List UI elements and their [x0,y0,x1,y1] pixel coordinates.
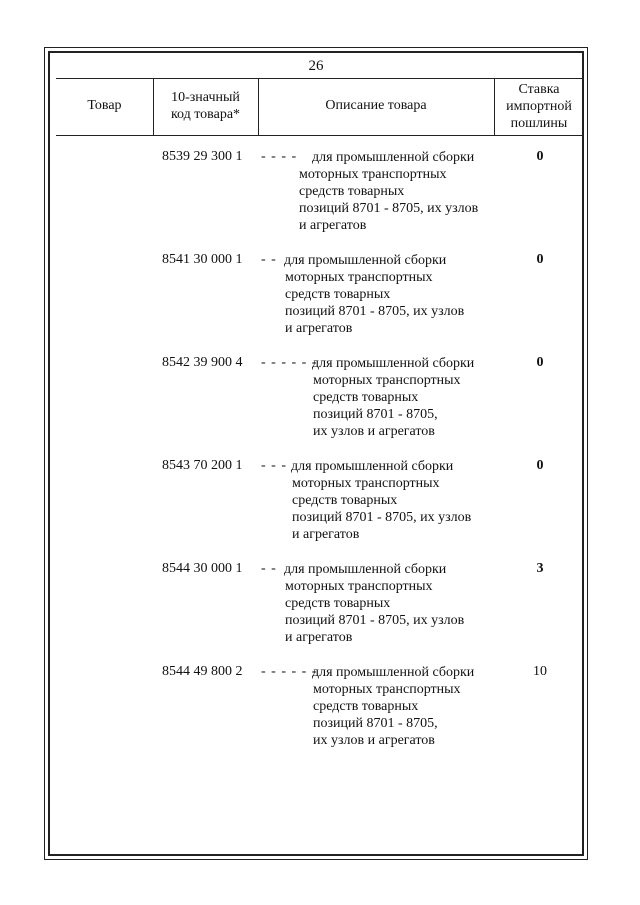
description-rest: моторных транспортных средств товарных позиций 8701 - 8705, их узлов и агрегатов [299,167,479,233]
description-first-line: для промышленной сборки [312,150,475,165]
header-code [153,89,258,123]
product-code: 8543 70 200 1 [162,458,243,473]
description-rest: моторных транспортных средств товарных позиций 8701 - 8705, их узлов и агрегатов [285,270,465,336]
header-rate-line-3: пошлины [510,116,568,131]
description-first-line: для промышленной сборки [291,459,454,474]
dash-indent: - - - - - - [261,355,318,370]
product-code: 8544 49 800 2 [162,664,243,679]
duty-rate: 0 [536,458,544,473]
duty-rate: 3 [536,561,544,576]
product-code: 8539 29 300 1 [162,149,243,164]
dash-indent: - - - - [261,149,298,164]
product-code: 8544 30 000 1 [162,561,243,576]
header-product: Товар [87,98,122,113]
duty-rate: 0 [536,252,544,267]
header-top-rule [56,78,584,79]
dash-indent: - - - [261,458,287,473]
duty-rate: 10 [533,664,547,679]
description-rest: моторных транспортных средств товарных позиций 8701 - 8705, их узлов и агрегатов [313,682,461,748]
header-duty-rate [494,81,584,132]
dash-indent: - - [261,252,277,267]
description-rest: моторных транспортных средств товарных позиций 8701 - 8705, их узлов и агрегатов [285,579,465,645]
header-rate-line-1: Ставка [518,82,560,97]
description-rest: моторных транспортных средств товарных позиций 8701 - 8705, их узлов и агрегатов [313,373,461,439]
product-code: 8541 30 000 1 [162,252,243,267]
description-first-line: для промышленной сборки [312,665,475,680]
description-first-line: для промышленной сборки [312,356,475,371]
duty-rate: 0 [536,355,544,370]
header-bottom-rule [56,135,584,136]
header-code-line-2: код товара* [170,107,241,122]
dash-indent: - - - - - - [261,664,318,679]
description-first-line: для промышленной сборки [284,562,447,577]
description-rest: моторных транспортных средств товарных позиций 8701 - 8705, их узлов и агрегатов [292,476,472,542]
header-description: Описание товара [325,98,427,113]
header-code-line-1: 10-значный [171,90,240,105]
page-number: 26 [308,58,324,74]
description-first-line: для промышленной сборки [284,253,447,268]
product-code: 8542 39 900 4 [162,355,243,370]
header-rate-line-2: импортной [506,99,572,114]
duty-rate: 0 [536,149,544,164]
dash-indent: - - [261,561,277,576]
